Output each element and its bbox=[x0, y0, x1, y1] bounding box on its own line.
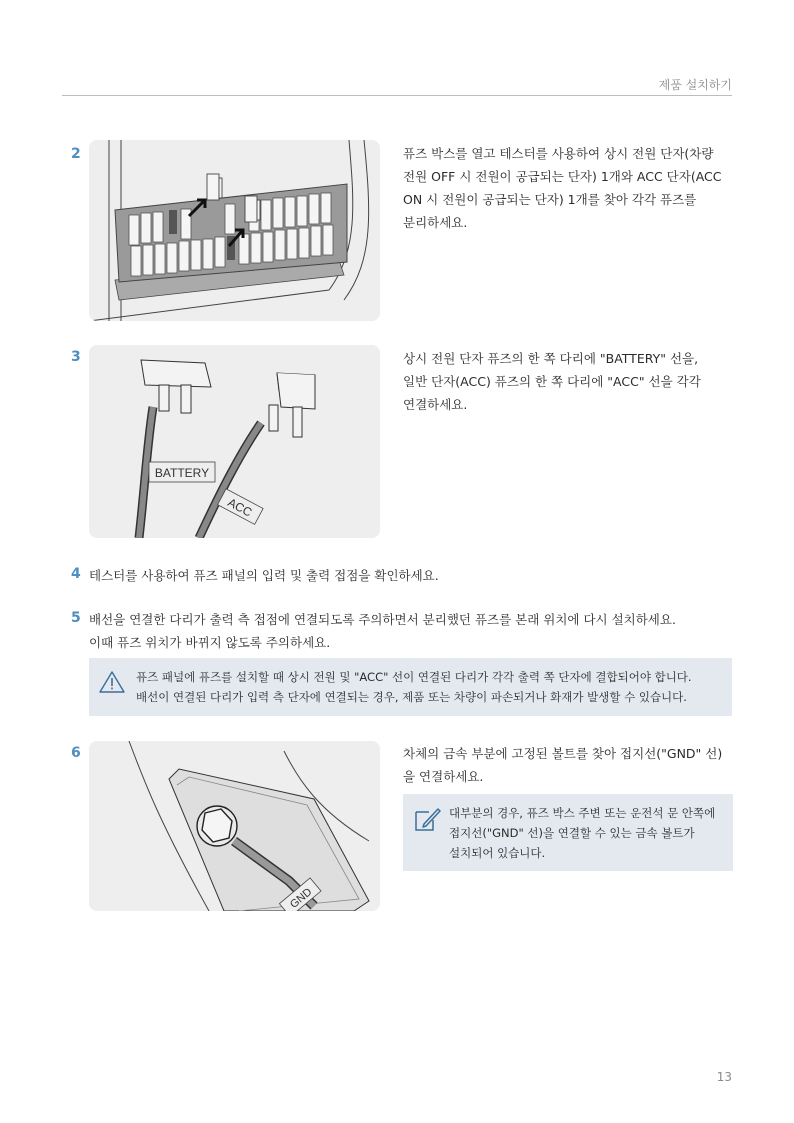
step-4-number: 4 bbox=[71, 566, 81, 582]
note-text: 대부분의 경우, 퓨즈 박스 주변 또는 운전석 문 안쪽에 접지선("GND" 선)을 연결할 수 있는 금속 볼트가 설치되어 있습니다. bbox=[449, 806, 716, 860]
page-number: 13 bbox=[716, 1070, 732, 1084]
step-5-text: 배선을 연결한 다리가 출력 측 접점에 연결되도록 주의하면서 분리했던 퓨즈를 본래 위치에 다시 설치하세요. 이때 퓨즈 위치가 바뀌지 않도록 주의하세요. bbox=[89, 612, 676, 650]
battery-wire-label: BATTERY bbox=[154, 466, 210, 480]
step-6-number: 6 bbox=[71, 745, 81, 761]
note-box bbox=[403, 794, 733, 871]
step-5-number: 5 bbox=[71, 610, 81, 626]
warning-text: 퓨즈 패널에 퓨즈를 설치할 때 상시 전원 및 "ACC" 선이 연결된 다리가 각각 출력 쪽 단자에 결합되어야 합니다. 배선이 연결된 다리가 입력 측 단자에 연결되는 경우, 제품 또는 차량이 파손되거나 화재가 발생할 수 있습니다. bbox=[136, 670, 692, 704]
step-6-text: 차체의 금속 부분에 고정된 볼트를 찾아 접지선("GND" 선) 을 연결하세요. bbox=[403, 746, 723, 784]
warning-triangle-icon bbox=[99, 670, 125, 694]
step-2-text: 퓨즈 박스를 열고 테스터를 사용하여 상시 전원 단자(차량 전원 OFF 시 전원이 공급되는 단자) 1개와 ACC 단자(ACC ON 시 전원이 공급되는 단자) 1개를 찾아 각각 퓨즈를 분리하세요. bbox=[403, 146, 722, 230]
step-4-text: 테스터를 사용하여 퓨즈 패널의 입력 및 출력 접점을 확인하세요. bbox=[89, 568, 439, 583]
header-title: 제품 설치하기 bbox=[658, 78, 732, 92]
step-3-text: 상시 전원 단자 퓨즈의 한 쪽 다리에 "BATTERY" 선을, 일반 단자(ACC) 퓨즈의 한 쪽 다리에 "ACC" 선을 각각 연결하세요. bbox=[403, 351, 701, 412]
step-2-illustration-fuse-box bbox=[89, 140, 380, 321]
step-3-illustration-fuse-wires bbox=[89, 345, 380, 538]
step-3-number: 3 bbox=[71, 349, 81, 365]
header-divider bbox=[62, 95, 732, 96]
step-2-number: 2 bbox=[71, 146, 81, 162]
note-pencil-icon bbox=[413, 806, 441, 832]
step-6-illustration-ground-bolt bbox=[89, 741, 380, 911]
gnd-wire-label: GND bbox=[287, 886, 315, 911]
acc-wire-label: ACC bbox=[225, 495, 255, 520]
warning-box bbox=[89, 658, 732, 716]
